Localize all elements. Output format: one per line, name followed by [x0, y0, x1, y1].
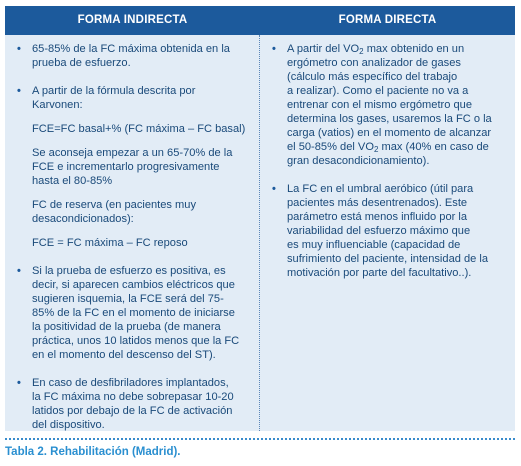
text-line: hasta el 80-85%: [32, 175, 113, 187]
paragraph: [32, 146, 253, 188]
text-line: 85% de la FC en el momento de iniciarse: [32, 307, 235, 319]
text-line: pacientes más desentrenados). Este: [287, 197, 468, 209]
header-forma-directa: FORMA DIRECTA: [338, 14, 437, 26]
bullet-icon: •: [17, 85, 21, 97]
paragraph: [32, 84, 253, 112]
text-line: la FC máxima no debe sobrepasar 10-20: [32, 391, 234, 403]
text-line: Karvonen:: [32, 99, 83, 111]
list-item: [15, 264, 253, 362]
list-item: [270, 182, 510, 280]
right-column: [270, 42, 510, 290]
text-line: FCE = FC máxima – FC reposo: [32, 237, 188, 249]
text-line: del dispositivo.: [32, 419, 105, 431]
text-line: carga (vatios) en el momento de alcanzar: [287, 127, 492, 139]
text-line: decir, si aparecen cambios eléctricos que: [32, 279, 235, 291]
text-line: En caso de desfibriladores implantados,: [32, 377, 229, 389]
comparison-table: [5, 6, 515, 431]
text-line: motivación por parte del facultativo..).: [287, 267, 472, 279]
text-line: sugieren isquemia, la FCE será del 75-: [32, 293, 224, 305]
table-header: [5, 6, 515, 35]
text-line: 65-85% de la FC máxima obtenida en la: [32, 43, 230, 55]
bullet-icon: •: [17, 43, 21, 55]
bullet-icon: •: [272, 43, 276, 55]
text-line: FC de reserva (en pacientes muy: [32, 199, 197, 211]
text-line: ergómetro con analizador de gases: [287, 57, 461, 69]
text-line: es muy influenciable (capacidad de: [287, 239, 461, 251]
text-line: variabilidad del esfuerzo máximo que: [287, 225, 471, 237]
list-item: [270, 42, 510, 168]
text-line: Se aconseja empezar a un 65-70% de la: [32, 147, 233, 159]
text-line: en el momento del descenso del ST).: [32, 349, 216, 361]
bullet-icon: •: [17, 265, 21, 277]
paragraph: [32, 122, 253, 136]
text-line: la positividad de la prueba (de manera: [32, 321, 221, 333]
paragraph: [32, 376, 253, 432]
text-line: el 50-85% del $VO_2$ max (40% en caso de: [287, 141, 489, 154]
bullet-icon: •: [272, 183, 276, 195]
paragraph: [32, 236, 253, 250]
caption-rule: [5, 438, 515, 440]
text-line: determina los gases, usaremos la FC o la: [287, 113, 492, 125]
list-item: [15, 42, 253, 70]
left-column: [15, 42, 253, 442]
text-line: entrenar con el mismo ergómetro que: [287, 99, 472, 111]
text-line: desacondicionados):: [32, 213, 134, 225]
text-line: La FC en el umbral aeróbico (útil para: [287, 183, 474, 195]
paragraph: [32, 198, 253, 226]
text-line: gran desacondicionamiento).: [287, 155, 430, 167]
text-line: A partir del $VO_2$ max obtenido en un: [287, 43, 465, 56]
paragraph: [32, 42, 253, 70]
text-line: (cálculo más específico del trabajo: [287, 71, 458, 83]
text-line: FCE e incrementarlo progresivamente: [32, 161, 220, 173]
list-item: [15, 376, 253, 432]
text-line: práctica, unos 10 latidos menos que la FC: [32, 335, 240, 347]
list-item: [15, 84, 253, 250]
text-line: prueba de esfuerzo.: [32, 57, 131, 69]
text-line: A partir de la fórmula descrita por: [32, 85, 196, 97]
text-line: sufrimiento del paciente, intensidad de la: [287, 253, 489, 265]
column-divider: [259, 35, 260, 431]
text-line: parámetro está menos influido por la: [287, 211, 468, 223]
paragraph: [32, 264, 253, 362]
bullet-icon: •: [17, 377, 21, 389]
text-line: Si la prueba de esfuerzo es positiva, es: [32, 265, 226, 277]
header-forma-indirecta: FORMA INDIRECTA: [77, 14, 188, 26]
table-caption: Tabla 2. Rehabilitación (Madrid).: [5, 446, 181, 458]
text-line: latidos por debajo de la FC de activación: [32, 405, 233, 417]
text-line: FCE=FC basal+% (FC máxima – FC basal): [32, 123, 246, 135]
text-line: a realizar). Como el paciente no va a: [287, 85, 469, 97]
